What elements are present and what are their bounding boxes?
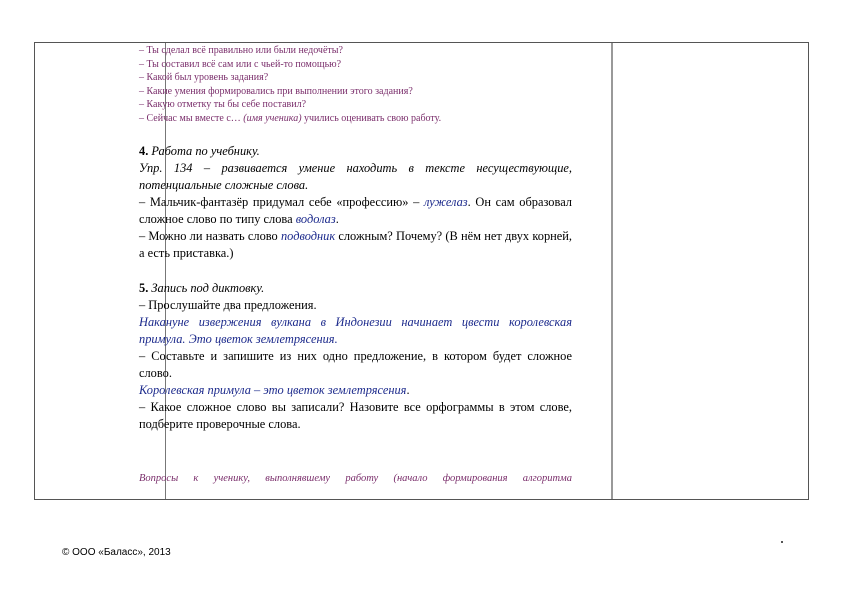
section-5 — [139, 280, 572, 433]
page-dot — [781, 541, 783, 543]
dictation-text: Накануне извержения вулкана в Индонезии начинает цвести королевская примула. Это цветок землетрясения. — [139, 315, 572, 346]
question-line: – Ты составил всё сам или с чьей-то помощью? — [139, 58, 342, 70]
section-title: Запись под диктовку. — [148, 281, 265, 295]
lesson-content — [139, 44, 572, 484]
student-name-placeholder: (имя ученика) — [243, 112, 302, 124]
question-line: – Какие умения формировались при выполнении этого задания? — [139, 85, 413, 97]
highlighted-word: водолаз — [295, 212, 336, 226]
table-column-right — [612, 43, 809, 499]
dictation-answer: Королевская примула – это цветок землетрясения — [139, 383, 407, 397]
paragraph: – Можно ли назвать слово подводник сложным? Почему? (В нём нет двух корней, а есть приставка.) — [139, 229, 572, 260]
exercise-description: Упр. 134 – развивается умение находить в тексте несуществующие, потенциальные сложные слова. — [139, 161, 572, 192]
section-heading — [139, 143, 572, 160]
question-line: – Ты сделал всё правильно или были недочёты? — [139, 45, 343, 56]
section-title: Работа по учебнику. — [148, 144, 260, 158]
question-line: – Какой был уровень задания? — [139, 72, 269, 83]
paragraph: – Прослушайте два предложения. — [139, 298, 317, 312]
question-line: – Сейчас мы вместе с… (имя ученика) учились оценивать свою работу. — [139, 112, 442, 124]
copyright-footer: © ООО «Баласс», 2013 — [62, 547, 171, 558]
paragraph: – Какое сложное слово вы записали? Назовите все орфограммы в этом слове, подберите проверочные слова. — [139, 400, 572, 431]
bottom-note-wrap — [139, 473, 572, 484]
highlighted-word: подводник — [280, 229, 336, 243]
bottom-note: Вопросы к ученику, выполнявшему работу (начало формирования алгоритма — [139, 473, 572, 484]
paragraph: – Составьте и запишите из них одно предложение, в котором будет сложное слово. — [139, 349, 572, 380]
question-line: – Какую отметку ты бы себе поставил? — [139, 99, 307, 110]
section-number: 4. — [139, 144, 149, 158]
highlighted-word: лужелаз — [424, 195, 468, 209]
section-4 — [139, 143, 572, 262]
paragraph: – Мальчик-фантазёр придумал себе «профессию» – лужелаз. Он сам образовал сложное слово по типу слова водолаз. — [139, 195, 572, 226]
self-assessment-questions — [139, 44, 572, 125]
section-number: 5. — [139, 281, 149, 295]
paragraph: Королевская примула – это цветок землетрясения. — [139, 383, 410, 397]
section-heading — [139, 280, 572, 297]
